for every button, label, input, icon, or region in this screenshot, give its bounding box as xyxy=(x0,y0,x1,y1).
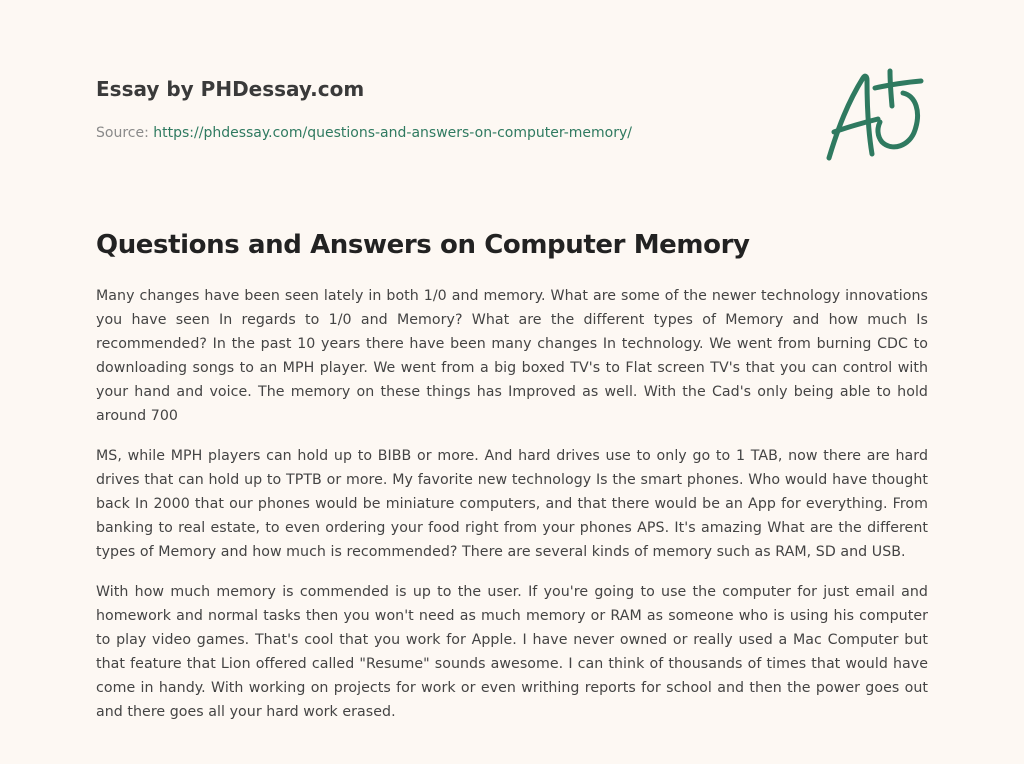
article-paragraph: With how much memory is commended is up to the user. If you're going to use the computer for just email and homework and normal tasks then you won't need as much memory or RAM as someone who is using his computer to play video games. That's cool that you work for Apple. I have never owned or really used a Mac Computer but that feature that Lion offered called "Resume" sounds awesome. I can think of thousands of times that would have come in handy. With working on projects for work or even writhing reports for school and then the power goes out and there goes all your hard work erased. xyxy=(96,584,928,720)
article-paragraph: MS, while MPH players can hold up to BIBB or more. And hard drives use to only go to 1 TAB, now there are hard drives that can hold up to TPTB or more. My favorite new technology Is the smart phones. Who would have thought back In 2000 that our phones would be miniature computers, and that there would be an App for everything. From banking to real estate, to even ordering your food right from your phones APS. It's amazing What are the different types of Memory and how much is recommended? There are several kinds of memory such as RAM, SD and USB. xyxy=(96,448,928,560)
a-plus-grade-icon xyxy=(820,66,930,166)
article-paragraph: Many changes have been seen lately in both 1/0 and memory. What are some of the newer technology innovations you have seen In regards to 1/0 and Memory? What are the different types of Memory and how much Is recommended? In the past 10 years there have been many changes In technology. We went from burning CDC to downloading songs to an MPH player. We went from a big boxed TV's to Flat screen TV's that you can control with your hand and voice. The memory on these things has Improved as well. With the Cad's only being able to hold around 700 xyxy=(96,288,928,424)
source-line xyxy=(96,123,696,143)
page-header xyxy=(96,75,696,143)
article-body xyxy=(96,284,928,740)
article-title: Questions and Answers on Computer Memory xyxy=(96,230,750,260)
source-label: Source: xyxy=(96,125,154,141)
site-brand: Essay by PHDessay.com xyxy=(96,77,365,101)
source-link[interactable]: https://phdessay.com/questions-and-answers-on-computer-memory/ xyxy=(153,125,632,141)
